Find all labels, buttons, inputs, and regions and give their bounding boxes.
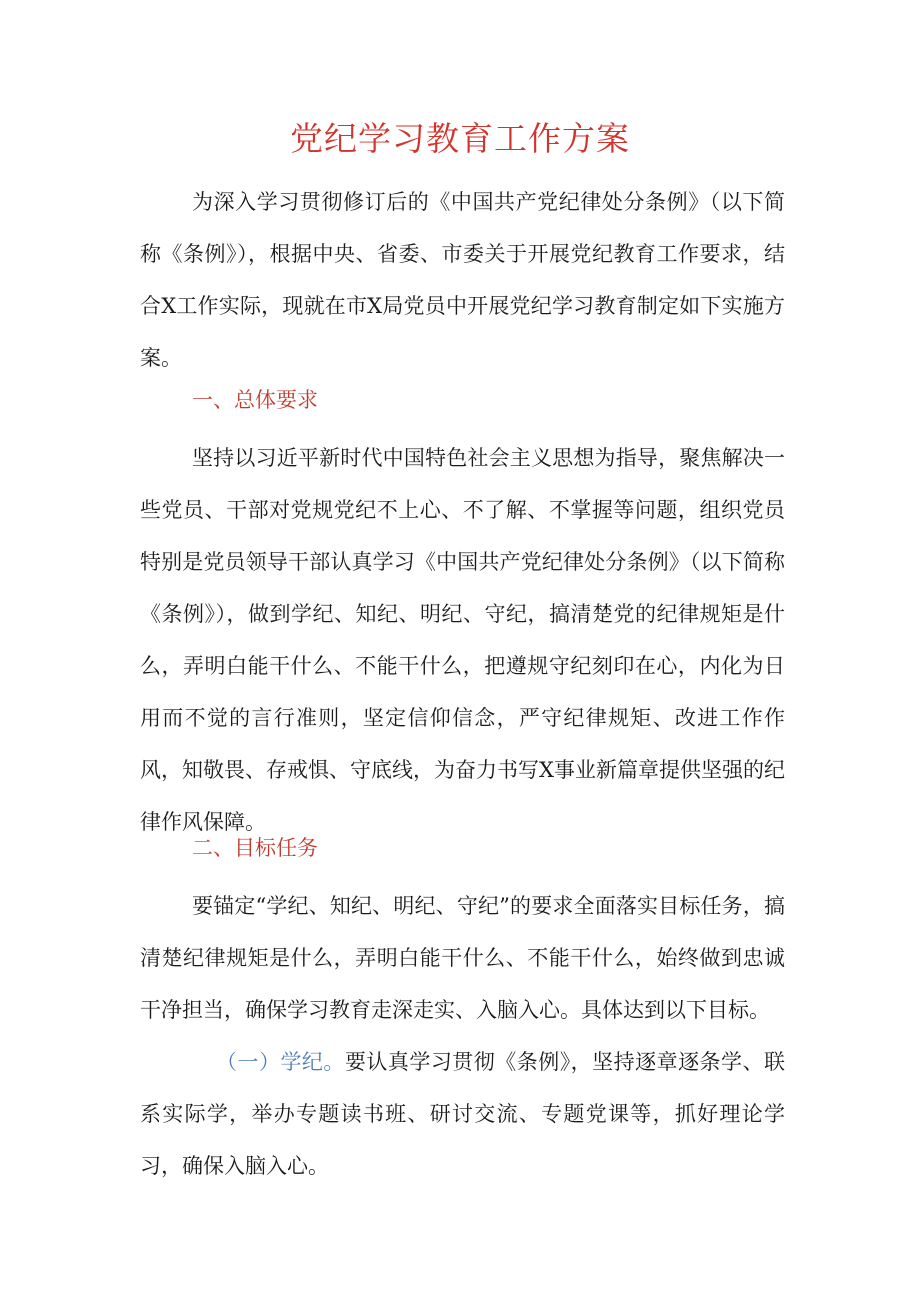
section-body-general-requirements: 坚持以习近平新时代中国特色社会主义思想为指导，聚焦解决一些党员、干部对党规党纪不上心、不了解、不掌握等问题，组织党员特别是党员领导干部认真学习《中国共产党纪律处分条例》（以下简称《条例》），做到学纪、知纪、明纪、守纪，搞清楚党的纪律规矩是什么，弄明白能干什么、不能干什么，把遵规守纪刻印在心，内化为日用而不觉的言行准则，坚定信仰信念，严守纪律规矩、改进工作作风，知敬畏、存戒惧、守底线，为奋力书写X事业新篇章提供坚强的纪律作风保障。 bbox=[140, 446, 785, 834]
section-heading-general-requirements: 一、总体要求 bbox=[192, 388, 318, 412]
section-body-goals-tasks: 要锚定“学纪、知纪、明纪、守纪”的要求全面落实目标任务，搞清楚纪律规矩是什么，弄明白能干什么、不能干什么，始终做到忠诚干净担当，确保学习教育走深走实、入脑入心。具体达到以下目标。 bbox=[140, 894, 785, 1022]
sub-item-study-discipline bbox=[140, 1036, 785, 1192]
sub-item-text: 要认真学习贯彻《条例》，坚持逐章逐条学、联系实际学，举办专题读书班、研讨交流、专题党课等，抓好理论学习，确保入脑入心。 bbox=[140, 1050, 786, 1178]
document-title: 党纪学习教育工作方案 bbox=[290, 119, 630, 158]
intro-paragraph: 为深入学习贯彻修订后的《中国共产党纪律处分条例》（以下简称《条例》），根据中央、省委、市委关于开展党纪教育工作要求，结合X工作实际，现就在市X局党员中开展党纪学习教育制定如下实施方案。 bbox=[140, 190, 785, 370]
section-heading-goals-tasks: 二、目标任务 bbox=[192, 836, 318, 860]
sub-item-label: （一）学纪。 bbox=[216, 1050, 345, 1074]
